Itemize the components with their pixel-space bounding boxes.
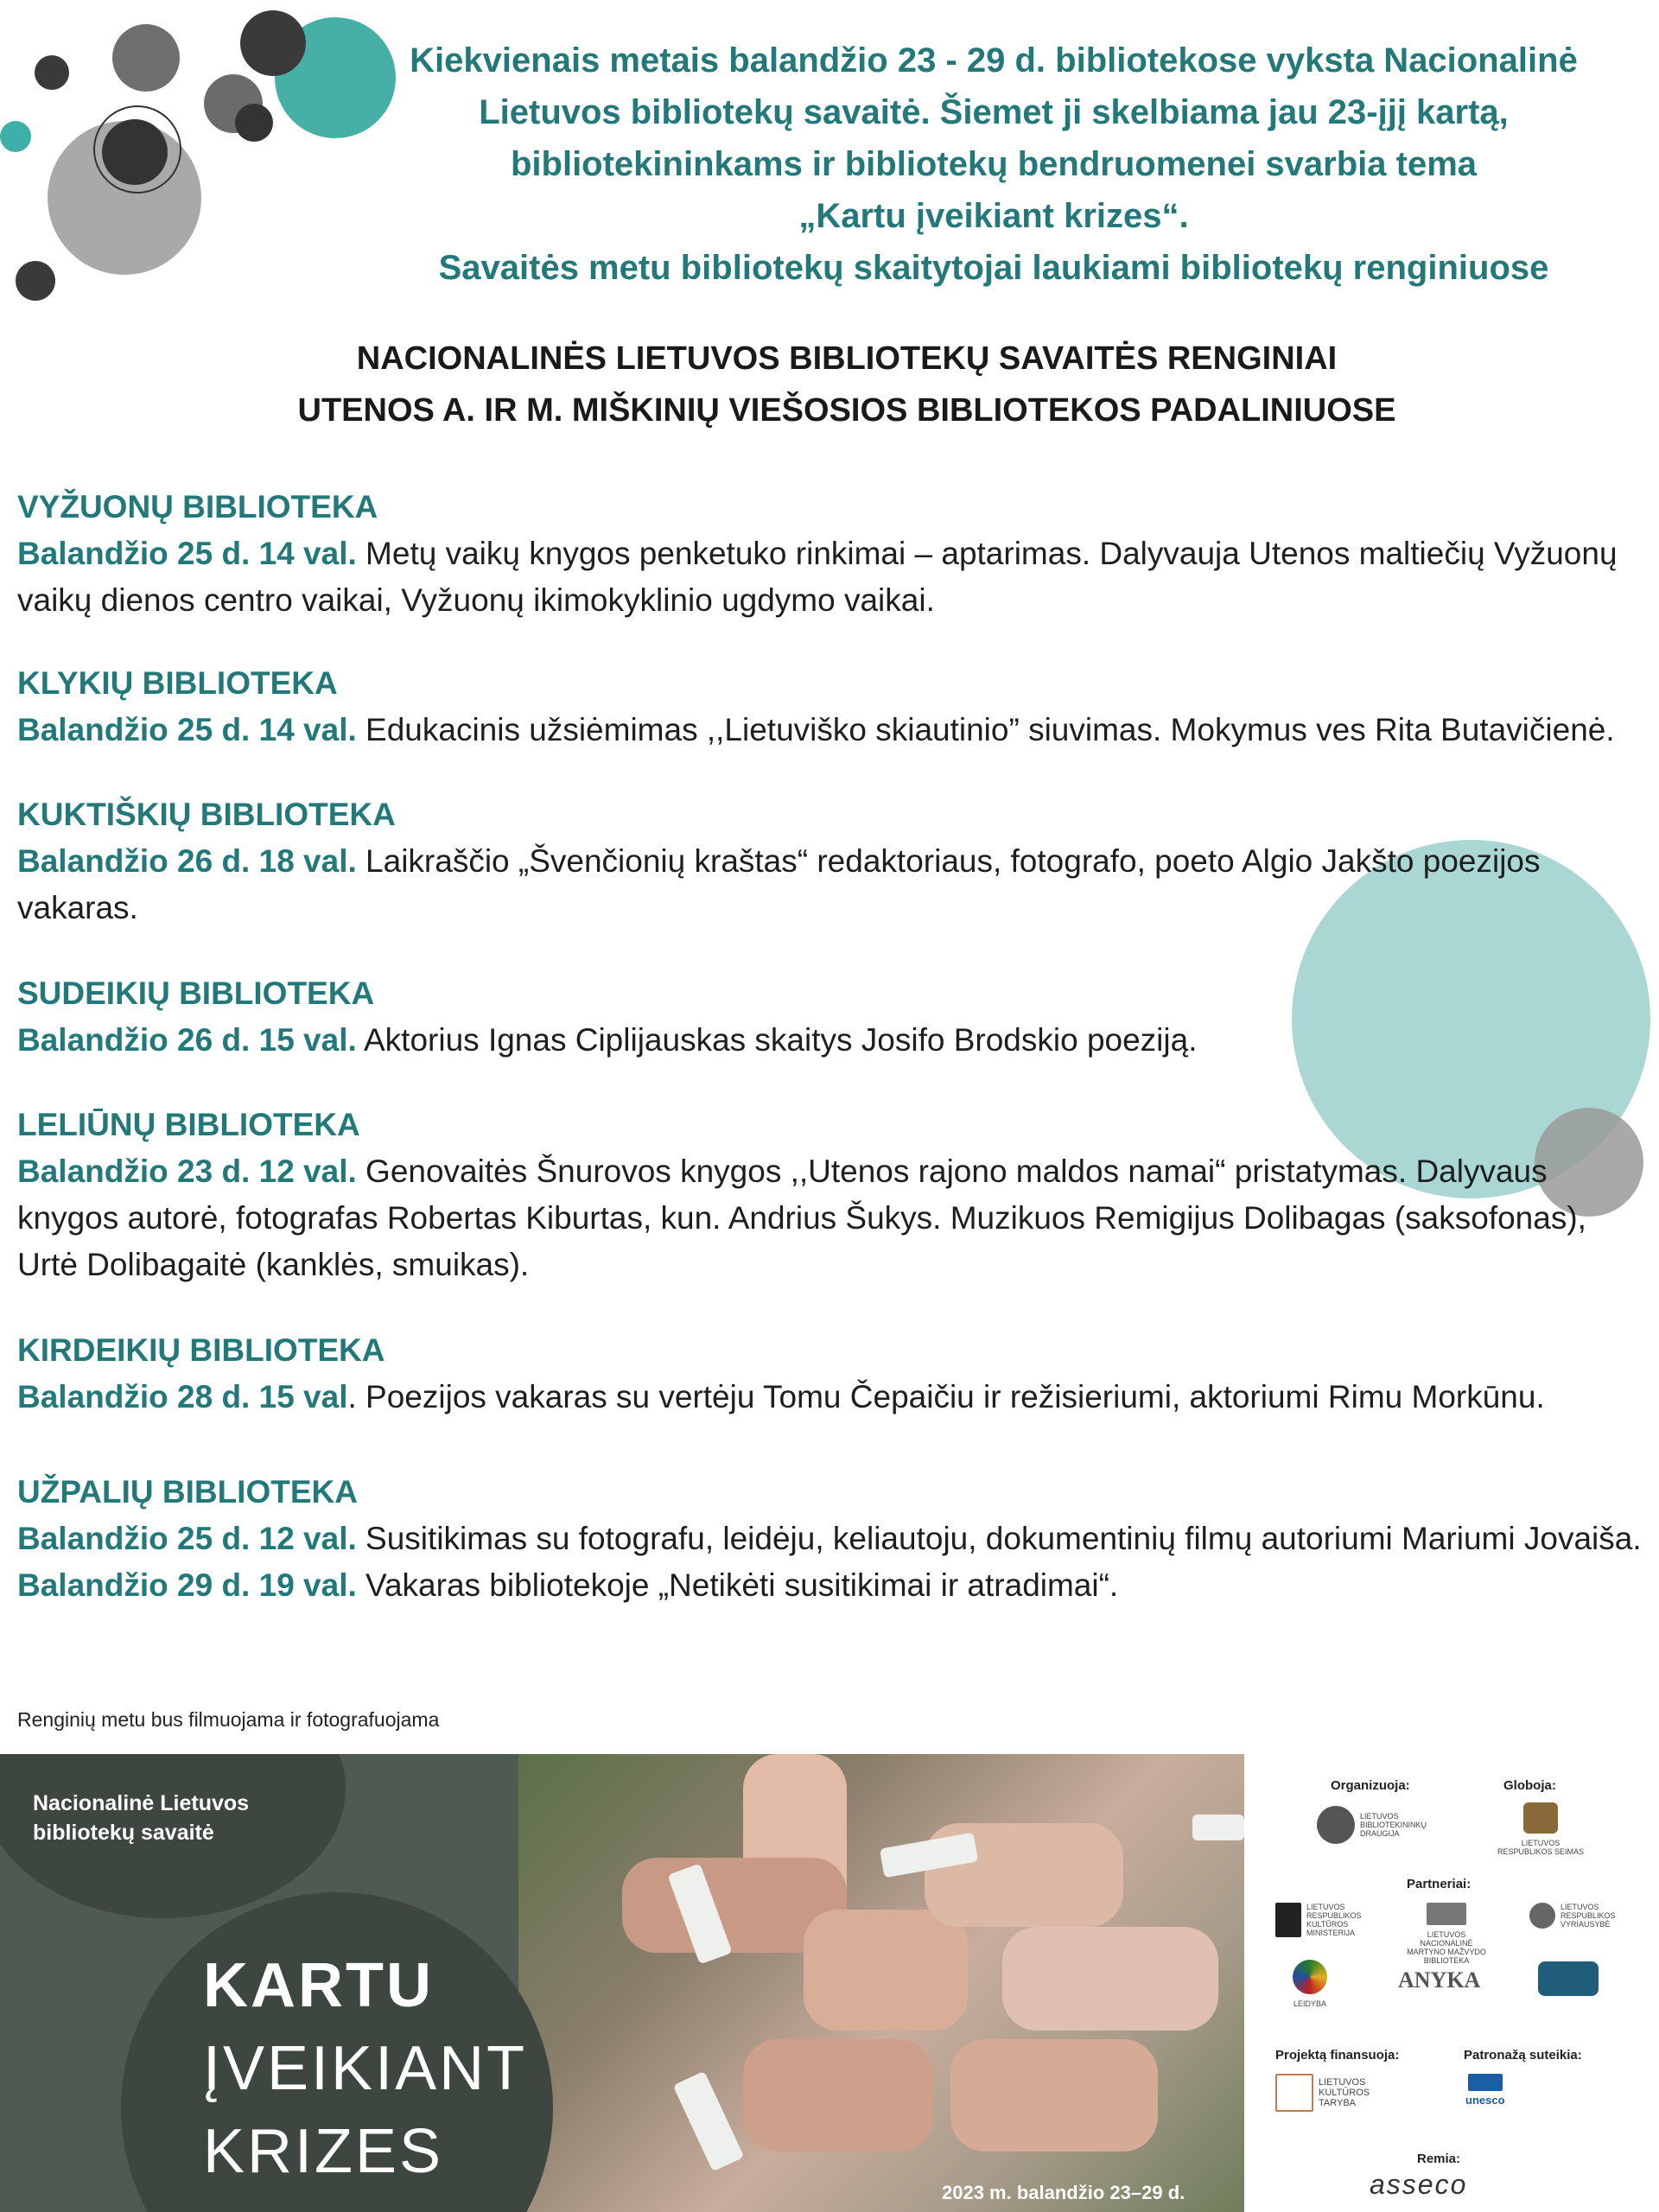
decor-circle bbox=[102, 119, 168, 185]
poster-brand bbox=[33, 1789, 249, 1847]
poster-brand-line: bibliotekų savaitė bbox=[33, 1821, 214, 1845]
poster-date: 2023 m. balandžio 23–29 d. bbox=[942, 2182, 1185, 2203]
organizer-name: LIETUVOS BIBLIOTEKININKŲ DRAUGIJA bbox=[1360, 1812, 1427, 1838]
library-title: VYŽUONŲ BIBLIOTEKA bbox=[17, 489, 378, 524]
funder-logo bbox=[1275, 2074, 1388, 2112]
intro-line: Lietuvos bibliotekų savaitė. Šiemet ji skelbiama jau 23-įjį kartą, bbox=[479, 93, 1509, 131]
wristband bbox=[1192, 1815, 1244, 1840]
event-date: Balandžio 26 d. 15 val. bbox=[17, 1022, 357, 1058]
intro-line: Kiekvienais metais balandžio 23 - 29 d. bibliotekose vyksta Nacionalinė bbox=[410, 41, 1578, 79]
patron-name: LIETUVOS RESPUBLIKOS SEIMAS bbox=[1497, 1839, 1585, 1856]
funding-label: Projektą finansuoja: bbox=[1275, 2048, 1400, 2063]
event-text: vakaras. bbox=[17, 890, 138, 925]
partner-name: ANYKA bbox=[1398, 1967, 1481, 1993]
filming-note: Renginių metu bus filmuojama ir fotografuojama bbox=[17, 1708, 440, 1731]
poster-title-line: KRIZES bbox=[203, 2117, 444, 2186]
partner-logo bbox=[1538, 1961, 1599, 1996]
wristband bbox=[673, 2071, 745, 2172]
library-section bbox=[17, 970, 1659, 1064]
library-title: SUDEIKIŲ BIBLIOTEKA bbox=[17, 976, 375, 1011]
event-text: Aktorius Ignas Ciplijauskas skaitys Josifo Brodskio poeziją. bbox=[356, 1022, 1198, 1058]
unesco-temple-icon bbox=[1468, 2074, 1503, 2091]
event-date: Balandžio 26 d. 18 val. bbox=[17, 843, 357, 879]
event-text: Susitikimas su fotografu, leidėju, keliautoju, dokumentinių filmų autoriumi Mariumi Jovaiša. bbox=[356, 1521, 1642, 1556]
event-date: Balandžio 25 d. 14 val. bbox=[17, 536, 357, 571]
patron-logo bbox=[1493, 1802, 1588, 1856]
decor-circle bbox=[0, 121, 31, 152]
hand-shape bbox=[950, 2039, 1158, 2152]
hands-photo bbox=[518, 1754, 1244, 2212]
library-title: UŽPALIŲ BIBLIOTEKA bbox=[17, 1474, 358, 1510]
event-line bbox=[17, 1148, 1659, 1195]
intro-line: „Kartu įveikiant krizes“. bbox=[798, 197, 1189, 235]
partner-logo bbox=[1398, 1968, 1480, 1993]
event-line bbox=[17, 707, 1659, 753]
partner-name: LIETUVOS RESPUBLIKOS VYRIAUSYBĖ bbox=[1560, 1903, 1616, 1929]
library-title: KUKTIŠKIŲ BIBLIOTEKA bbox=[17, 797, 396, 832]
event-date: Balandžio 25 d. 12 val. bbox=[17, 1521, 357, 1556]
event-text: Laikraščio „Švenčionių kraštas“ redaktoriaus, fotografo, poeto Algio Jakšto poezijos bbox=[356, 843, 1541, 879]
poster-brand-line: Nacionalinė Lietuvos bbox=[33, 1791, 250, 1815]
organizer-emblem-icon bbox=[1317, 1806, 1355, 1844]
partner-logo bbox=[1293, 1960, 1327, 2008]
government-star-icon bbox=[1529, 1903, 1555, 1929]
partner-logo bbox=[1529, 1903, 1647, 1929]
event-date: Balandžio 23 d. 12 val. bbox=[17, 1154, 357, 1189]
event-line bbox=[17, 838, 1659, 885]
partner-logo bbox=[1275, 1903, 1393, 1937]
hand-shape bbox=[743, 2039, 933, 2152]
heading-line: UTENOS A. IR M. MIŠKINIŲ VIEŠOSIOS BIBLIOTEKOS PADALINIUOSE bbox=[297, 392, 1396, 429]
patron-label: Globoja: bbox=[1503, 1778, 1556, 1793]
library-section bbox=[17, 660, 1659, 753]
partner-name: LIETUVOS RESPUBLIKOS KULTŪROS MINISTERIJA bbox=[1306, 1903, 1362, 1937]
event-text: knygos autorė, fotografas Robertas Kiburtas, kun. Andrius Šukys. Muzikuos Remigijus Dolibagas (saksofonas), bbox=[17, 1200, 1586, 1236]
support-name: asseco bbox=[1370, 2169, 1468, 2200]
library-title: LELIŪNŲ BIBLIOTEKA bbox=[17, 1107, 360, 1142]
heading-line: NACIONALINĖS LIETUVOS BIBLIOTEKŲ SAVAITĖS RENGINIAI bbox=[356, 340, 1338, 377]
patronage-name: unesco bbox=[1465, 2094, 1505, 2107]
decor-circle bbox=[112, 24, 180, 92]
library-section bbox=[17, 791, 1659, 931]
event-text: Urtė Dolibagaitė (kanklės, smuikas). bbox=[17, 1247, 530, 1282]
hand-shape bbox=[804, 1910, 968, 2031]
partners-label: Partneriai: bbox=[1407, 1877, 1471, 1891]
poster-title-line: KARTU bbox=[203, 1951, 434, 2020]
event-text: Metų vaikų knygos penketuko rinkimai – aptarimas. Dalyvauja Utenos maltiečių Vyžuonų bbox=[356, 536, 1618, 571]
poster-title bbox=[203, 1944, 527, 2193]
organizer-label: Organizuoja: bbox=[1331, 1778, 1410, 1793]
event-line bbox=[17, 885, 1659, 931]
library-section bbox=[17, 1327, 1659, 1421]
intro-line: Savaitės metu bibliotekų skaitytojai laukiami bibliotekų renginiuose bbox=[438, 249, 1549, 287]
partner-name: LEIDYBA bbox=[1293, 1999, 1327, 2008]
poster-title-line: ĮVEIKIANT bbox=[203, 2034, 528, 2103]
poster-banner bbox=[0, 1754, 1244, 2212]
library-section bbox=[17, 1102, 1659, 1288]
funder-name: LIETUVOS KULTŪROS TARYBA bbox=[1319, 2077, 1370, 2108]
event-text: . Poezijos vakaras su vertėju Tomu Čepaičiu ir režisieriumi, aktoriumi Rimu Morkūnu. bbox=[347, 1379, 1545, 1414]
event-line bbox=[17, 1374, 1659, 1421]
event-date: Balandžio 29 d. 19 val. bbox=[17, 1567, 357, 1603]
event-line bbox=[17, 531, 1659, 577]
organizer-logo bbox=[1317, 1806, 1438, 1844]
event-line bbox=[17, 1195, 1659, 1242]
decor-circle bbox=[240, 10, 306, 76]
national-library-icon bbox=[1427, 1903, 1466, 1925]
publisher-swirl-icon bbox=[1293, 1960, 1327, 1994]
event-line bbox=[17, 1242, 1659, 1288]
hand-shape bbox=[1002, 1927, 1218, 2031]
seimas-emblem-icon bbox=[1523, 1802, 1558, 1834]
patronage-logo bbox=[1465, 2074, 1505, 2105]
event-date: Balandžio 25 d. 14 val. bbox=[17, 712, 357, 747]
event-text: Vakaras bibliotekoje „Netikėti susitikimai ir atradimai“. bbox=[356, 1567, 1119, 1603]
event-line bbox=[17, 1516, 1659, 1562]
event-line bbox=[17, 1562, 1659, 1609]
event-date: Balandžio 28 d. 15 val bbox=[17, 1379, 348, 1414]
intro-text bbox=[380, 35, 1607, 294]
decor-circle bbox=[235, 104, 273, 142]
library-section bbox=[17, 484, 1659, 624]
sponsors-panel bbox=[1244, 1754, 1659, 2212]
ministry-k-icon bbox=[1275, 1903, 1301, 1937]
library-section bbox=[17, 1469, 1659, 1609]
support-logo bbox=[1370, 2169, 1467, 2200]
event-text: Genovaitės Šnurovos knygos ,,Utenos rajono maldos namai“ pristatymas. Dalyvaus bbox=[356, 1154, 1548, 1189]
partner-emblem-icon bbox=[1538, 1961, 1599, 1996]
patronage-label: Patronažą suteikia: bbox=[1464, 2048, 1582, 2063]
library-title: KLYKIŲ BIBLIOTEKA bbox=[17, 665, 338, 701]
page-heading bbox=[0, 333, 1659, 436]
library-title: KIRDEIKIŲ BIBLIOTEKA bbox=[17, 1332, 385, 1368]
intro-line: bibliotekininkams ir bibliotekų bendruomenei svarbia tema bbox=[510, 145, 1478, 183]
decor-circle bbox=[35, 55, 69, 90]
event-text: vaikų dienos centro vaikai, Vyžuonų ikimokyklinio ugdymo vaikai. bbox=[17, 582, 935, 618]
event-line bbox=[17, 577, 1659, 624]
partner-logo bbox=[1403, 1903, 1490, 1965]
culture-council-k-icon bbox=[1275, 2074, 1313, 2112]
event-line bbox=[17, 1017, 1659, 1064]
event-text: Edukacinis užsiėmimas ,,Lietuviško skiautinio” siuvimas. Mokymus ves Rita Butavičienė. bbox=[356, 712, 1615, 747]
decor-circle bbox=[16, 261, 55, 301]
support-label: Remia: bbox=[1417, 2152, 1461, 2166]
partner-name: LIETUVOS NACIONALINĖ MARTYNO MAŽVYDO BIBLIOTEKA bbox=[1407, 1930, 1486, 1965]
